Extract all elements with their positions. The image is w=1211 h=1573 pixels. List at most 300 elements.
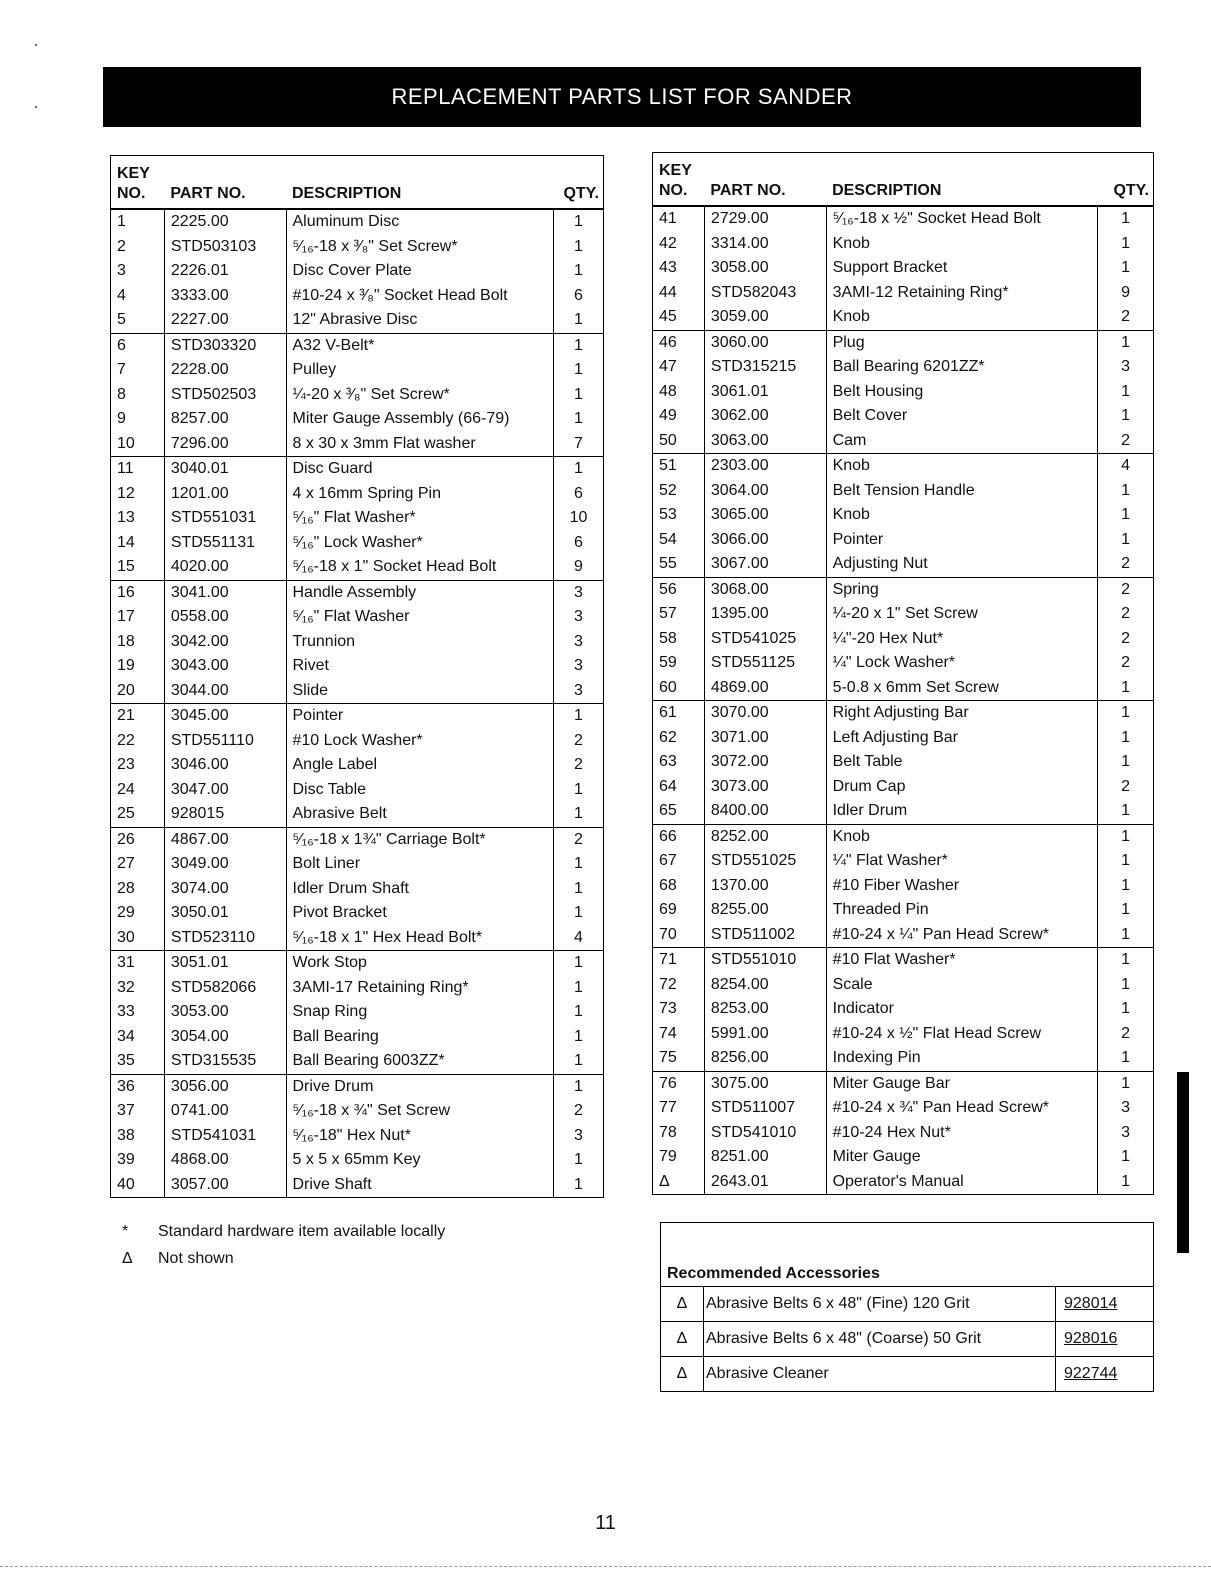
description-cell: 4 x 16mm Spring Pin <box>286 482 554 507</box>
key-no-cell: 22 <box>117 731 135 749</box>
description-cell: Disc Guard <box>286 457 554 482</box>
qty-cell: 1 <box>1098 380 1154 405</box>
description-cell: Bolt Liner <box>286 852 554 877</box>
qty-cell: 1 <box>554 951 604 976</box>
table-row <box>111 308 604 333</box>
table-row <box>653 799 1154 824</box>
key-no-cell: 72 <box>659 975 677 993</box>
table-row <box>111 235 604 260</box>
part-no-cell: STD551125 <box>704 651 826 676</box>
part-no-cell: 8400.00 <box>704 799 826 824</box>
qty-cell: 2 <box>1098 429 1154 454</box>
description-cell: ¼-20 x ³⁄₈" Set Screw* <box>286 383 554 408</box>
qty-cell: 1 <box>1098 256 1154 281</box>
key-no-cell: 1 <box>117 213 126 230</box>
table-row <box>653 330 1154 355</box>
table-row <box>111 284 604 309</box>
part-no-cell: 3058.00 <box>704 256 826 281</box>
qty-cell: 2 <box>554 729 604 754</box>
part-no-cell: 2227.00 <box>164 308 286 333</box>
key-no-header: KEY NO. <box>653 153 705 207</box>
description-cell: ⁵⁄₁₆" Lock Washer* <box>286 531 554 556</box>
recommended-accessories-table <box>660 1222 1154 1392</box>
key-no-cell: 34 <box>117 1027 135 1045</box>
table-row <box>653 898 1154 923</box>
part-no-cell: 2303.00 <box>704 454 826 479</box>
description-cell: Pointer <box>286 704 554 729</box>
key-no-cell: 73 <box>659 1000 677 1017</box>
part-no-cell: 3049.00 <box>164 852 286 877</box>
part-no-cell: 0741.00 <box>164 1099 286 1124</box>
qty-cell: 2 <box>554 753 604 778</box>
qty-cell: 1 <box>554 333 604 358</box>
qty-cell: 3 <box>554 1124 604 1149</box>
qty-cell: 2 <box>1098 775 1154 800</box>
qty-cell: 1 <box>1098 1046 1154 1071</box>
part-no-cell: 3074.00 <box>164 877 286 902</box>
qty-cell: 1 <box>1098 676 1154 701</box>
part-no-cell: 3050.01 <box>164 901 286 926</box>
qty-cell: 6 <box>554 482 604 507</box>
qty-cell: 1 <box>1098 701 1154 726</box>
part-no-cell: 3072.00 <box>704 750 826 775</box>
table-row <box>653 281 1154 306</box>
key-no-cell: 78 <box>659 1123 677 1141</box>
accessories-title: Recommended Accessories <box>667 1265 880 1282</box>
table-row <box>653 355 1154 380</box>
key-no-cell: 19 <box>117 657 135 674</box>
key-no-cell: 28 <box>117 879 135 897</box>
part-no-cell: STD582043 <box>704 281 826 306</box>
table-row <box>653 528 1154 553</box>
part-no-cell: 3054.00 <box>164 1025 286 1050</box>
part-no-cell: 3046.00 <box>164 753 286 778</box>
table-row <box>111 506 604 531</box>
description-cell: ⁵⁄₁₆-18 x ¾" Set Screw <box>286 1099 554 1124</box>
key-no-header: KEY NO. <box>111 156 165 210</box>
table-row <box>111 926 604 951</box>
table-row <box>653 479 1154 504</box>
table-row <box>653 701 1154 726</box>
qty-cell: 1 <box>554 1049 604 1074</box>
qty-cell: 1 <box>1098 1145 1154 1170</box>
key-no-cell: 59 <box>659 654 677 671</box>
description-cell: #10-24 x ³⁄₈" Socket Head Bolt <box>286 284 554 309</box>
key-no-cell: 30 <box>117 928 135 946</box>
table-row <box>111 1099 604 1124</box>
table-row <box>653 206 1154 232</box>
description-cell: Cam <box>826 429 1098 454</box>
description-cell: Miter Gauge Assembly (66-79) <box>286 407 554 432</box>
part-no-cell: 8251.00 <box>704 1145 826 1170</box>
description-cell: Disc Table <box>286 778 554 803</box>
table-row <box>111 1049 604 1074</box>
part-no-cell: 3075.00 <box>704 1071 826 1096</box>
table-row <box>653 1096 1154 1121</box>
part-no-cell: STD315215 <box>704 355 826 380</box>
key-no-cell: 44 <box>659 283 677 301</box>
qty-cell: 1 <box>1098 330 1154 355</box>
key-no-cell: 14 <box>117 533 135 551</box>
qty-cell: 1 <box>1098 874 1154 899</box>
key-no-cell: 4 <box>117 286 126 304</box>
qty-cell: 1 <box>1098 898 1154 923</box>
part-no-cell: 2643.01 <box>704 1170 826 1195</box>
qty-cell: 1 <box>554 1074 604 1099</box>
part-no-cell: STD503103 <box>164 235 286 260</box>
table-row <box>111 209 604 235</box>
part-no-cell: STD315535 <box>164 1049 286 1074</box>
description-header: DESCRIPTION <box>826 153 1098 207</box>
description-cell: Snap Ring <box>286 1000 554 1025</box>
qty-cell: 1 <box>554 457 604 482</box>
part-no-cell: 3059.00 <box>704 305 826 330</box>
part-no-cell: 3043.00 <box>164 654 286 679</box>
key-no-cell: 33 <box>117 1003 135 1020</box>
part-no-cell: 8257.00 <box>164 407 286 432</box>
key-no-cell: 41 <box>659 210 677 227</box>
key-no-cell: 15 <box>117 558 135 575</box>
qty-cell: 1 <box>1098 726 1154 751</box>
table-row <box>653 775 1154 800</box>
qty-cell: 6 <box>554 531 604 556</box>
table-row <box>111 407 604 432</box>
key-no-cell: 56 <box>653 577 705 602</box>
accessory-row <box>661 1357 1154 1392</box>
table-row <box>653 429 1154 454</box>
description-cell: Miter Gauge Bar <box>826 1071 1098 1096</box>
part-no-cell: STD582066 <box>164 976 286 1001</box>
part-no-cell: 3047.00 <box>164 778 286 803</box>
part-no-cell: 2729.00 <box>704 206 826 232</box>
key-no-cell: 45 <box>659 308 677 325</box>
key-no-cell: 69 <box>659 901 677 918</box>
key-no-cell: 49 <box>659 407 677 424</box>
table-row <box>653 1071 1154 1096</box>
qty-cell: 6 <box>554 284 604 309</box>
part-no-cell: 5991.00 <box>704 1022 826 1047</box>
key-no-cell: 71 <box>653 948 705 973</box>
part-no-cell: STD541031 <box>164 1124 286 1149</box>
accessory-row <box>661 1287 1154 1322</box>
part-no-cell: 3314.00 <box>704 232 826 257</box>
table-row <box>111 778 604 803</box>
description-cell: ⁵⁄₁₆-18" Hex Nut* <box>286 1124 554 1149</box>
table-row <box>111 976 604 1001</box>
part-no-cell: 3070.00 <box>704 701 826 726</box>
qty-cell: 1 <box>554 407 604 432</box>
qty-cell: 1 <box>554 778 604 803</box>
key-no-cell: 25 <box>117 805 135 822</box>
table-row <box>653 973 1154 998</box>
table-row <box>653 824 1154 849</box>
description-cell: Drive Drum <box>286 1074 554 1099</box>
not-shown-symbol: Δ <box>661 1322 704 1357</box>
qty-cell: 1 <box>554 1173 604 1198</box>
key-no-cell: 23 <box>117 756 135 773</box>
table-row <box>653 404 1154 429</box>
qty-cell: 4 <box>554 926 604 951</box>
qty-cell: 2 <box>1098 651 1154 676</box>
description-cell: ¼-20 x 1" Set Screw <box>826 602 1098 627</box>
part-no-cell: 3045.00 <box>164 704 286 729</box>
part-no-cell: 1395.00 <box>704 602 826 627</box>
table-row <box>653 676 1154 701</box>
part-no-cell: STD541010 <box>704 1121 826 1146</box>
qty-cell: 1 <box>1098 503 1154 528</box>
qty-cell: 1 <box>554 235 604 260</box>
description-cell: Knob <box>826 305 1098 330</box>
table-row <box>653 602 1154 627</box>
qty-cell: 2 <box>1098 1022 1154 1047</box>
table-row <box>111 531 604 556</box>
key-no-cell: 18 <box>117 632 135 650</box>
key-no-cell: 50 <box>659 431 677 449</box>
part-no-cell: 8253.00 <box>704 997 826 1022</box>
part-no-cell: 3042.00 <box>164 630 286 655</box>
key-no-cell: Δ <box>659 1172 670 1190</box>
key-no-cell: 7 <box>117 361 126 378</box>
part-no-cell: 2228.00 <box>164 358 286 383</box>
qty-cell: 1 <box>1098 824 1154 849</box>
description-cell: Aluminum Disc <box>286 209 554 235</box>
scan-edge-line <box>0 1566 1211 1568</box>
part-no-cell: 3061.01 <box>704 380 826 405</box>
accessory-description: Abrasive Belts 6 x 48" (Coarse) 50 Grit <box>704 1322 1056 1357</box>
qty-cell: 1 <box>1098 404 1154 429</box>
table-row <box>111 1173 604 1198</box>
table-row <box>653 1145 1154 1170</box>
description-cell: ¼" Flat Washer* <box>826 849 1098 874</box>
part-no-cell: 2226.01 <box>164 259 286 284</box>
table-row <box>653 232 1154 257</box>
qty-cell: 1 <box>1098 849 1154 874</box>
table-row <box>653 577 1154 602</box>
table-header-row <box>653 153 1154 207</box>
qty-cell: 3 <box>1098 1096 1154 1121</box>
key-no-cell: 75 <box>659 1049 677 1066</box>
key-no-cell: 38 <box>117 1126 135 1144</box>
description-cell: Drum Cap <box>826 775 1098 800</box>
part-no-cell: 8254.00 <box>704 973 826 998</box>
scan-speck <box>35 44 37 46</box>
part-no-cell: 3071.00 <box>704 726 826 751</box>
key-no-cell: 27 <box>117 855 135 872</box>
part-no-cell: 928015 <box>164 802 286 827</box>
accessory-row <box>661 1322 1154 1357</box>
key-no-cell: 2 <box>117 237 126 255</box>
description-cell: Spring <box>826 577 1098 602</box>
part-no-cell: STD551010 <box>704 948 826 973</box>
table-row <box>111 457 604 482</box>
table-row <box>653 923 1154 948</box>
qty-cell: 2 <box>1098 577 1154 602</box>
footnote-not-shown: Δ Not shown <box>122 1250 234 1267</box>
table-row <box>111 1074 604 1099</box>
table-row <box>111 951 604 976</box>
description-cell: Belt Table <box>826 750 1098 775</box>
key-no-cell: 24 <box>117 780 135 798</box>
description-cell: Knob <box>826 503 1098 528</box>
qty-cell: 1 <box>554 704 604 729</box>
description-cell: Plug <box>826 330 1098 355</box>
table-row <box>111 333 604 358</box>
description-cell: Support Bracket <box>826 256 1098 281</box>
parts-table-left <box>110 155 604 1198</box>
key-no-cell: 51 <box>653 454 705 479</box>
part-no-cell: 3041.00 <box>164 580 286 605</box>
qty-cell: 1 <box>1098 799 1154 824</box>
part-no-header: PART NO. <box>164 156 286 210</box>
description-cell: #10-24 x ¼" Pan Head Screw* <box>826 923 1098 948</box>
description-cell: Disc Cover Plate <box>286 259 554 284</box>
qty-cell: 1 <box>554 852 604 877</box>
qty-cell: 3 <box>554 679 604 704</box>
table-row <box>111 654 604 679</box>
section-tab-marker <box>1177 1072 1189 1253</box>
qty-cell: 9 <box>1098 281 1154 306</box>
part-no-cell: 4868.00 <box>164 1148 286 1173</box>
key-no-cell: 21 <box>111 704 165 729</box>
table-row <box>111 679 604 704</box>
table-row <box>653 948 1154 973</box>
qty-cell: 2 <box>1098 305 1154 330</box>
table-row <box>111 1148 604 1173</box>
table-row <box>111 704 604 729</box>
table-row <box>111 753 604 778</box>
description-cell: 5 x 5 x 65mm Key <box>286 1148 554 1173</box>
description-cell: Rivet <box>286 654 554 679</box>
part-no-cell: 8256.00 <box>704 1046 826 1071</box>
key-no-cell: 52 <box>659 481 677 499</box>
description-cell: 3AMI-12 Retaining Ring* <box>826 281 1098 306</box>
table-row <box>111 877 604 902</box>
key-no-cell: 29 <box>117 904 135 921</box>
table-row <box>111 383 604 408</box>
table-row <box>653 380 1154 405</box>
part-no-cell: STD523110 <box>164 926 286 951</box>
description-cell: 3AMI-17 Retaining Ring* <box>286 976 554 1001</box>
description-cell: Threaded Pin <box>826 898 1098 923</box>
description-cell: Indicator <box>826 997 1098 1022</box>
key-no-cell: 47 <box>659 358 677 375</box>
table-row <box>653 552 1154 577</box>
qty-cell: 1 <box>554 1148 604 1173</box>
description-header: DESCRIPTION <box>286 156 554 210</box>
qty-cell: 1 <box>1098 528 1154 553</box>
qty-header: QTY. <box>1098 153 1154 207</box>
description-cell: Angle Label <box>286 753 554 778</box>
qty-cell: 1 <box>554 308 604 333</box>
part-no-cell: 4867.00 <box>164 827 286 852</box>
table-row <box>111 729 604 754</box>
table-row <box>653 1046 1154 1071</box>
table-row <box>111 1025 604 1050</box>
qty-cell: 1 <box>554 802 604 827</box>
part-no-cell: STD303320 <box>164 333 286 358</box>
table-row <box>111 432 604 457</box>
description-cell: ⁵⁄₁₆" Flat Washer <box>286 605 554 630</box>
description-cell: Belt Cover <box>826 404 1098 429</box>
table-row <box>653 627 1154 652</box>
qty-cell: 3 <box>554 580 604 605</box>
table-row <box>111 852 604 877</box>
table-row <box>653 503 1154 528</box>
key-no-cell: 8 <box>117 385 126 403</box>
table-row <box>111 1000 604 1025</box>
qty-cell: 9 <box>554 555 604 580</box>
key-no-cell: 55 <box>659 555 677 572</box>
table-row <box>653 1121 1154 1146</box>
table-row <box>111 605 604 630</box>
table-row <box>653 726 1154 751</box>
qty-cell: 7 <box>554 432 604 457</box>
key-no-cell: 64 <box>659 777 677 795</box>
qty-cell: 1 <box>1098 948 1154 973</box>
description-cell: 12" Abrasive Disc <box>286 308 554 333</box>
description-cell: ⁵⁄₁₆-18 x 1" Socket Head Bolt <box>286 555 554 580</box>
part-no-cell: STD511007 <box>704 1096 826 1121</box>
description-cell: ⁵⁄₁₆-18 x ½" Socket Head Bolt <box>826 206 1098 232</box>
key-no-cell: 12 <box>117 484 135 502</box>
part-no-cell: 3053.00 <box>164 1000 286 1025</box>
qty-cell: 1 <box>1098 206 1154 232</box>
part-no-cell: 8255.00 <box>704 898 826 923</box>
description-cell: #10-24 Hex Nut* <box>826 1121 1098 1146</box>
qty-cell: 1 <box>1098 1170 1154 1195</box>
accessory-part-no: 928014 <box>1056 1287 1154 1322</box>
part-no-cell: 3068.00 <box>704 577 826 602</box>
table-row <box>111 580 604 605</box>
description-cell: Pointer <box>826 528 1098 553</box>
description-cell: Knob <box>826 454 1098 479</box>
qty-cell: 1 <box>554 1025 604 1050</box>
qty-cell: 3 <box>1098 355 1154 380</box>
part-no-cell: 3063.00 <box>704 429 826 454</box>
table-row <box>653 454 1154 479</box>
accessory-part-no: 928016 <box>1056 1322 1154 1357</box>
key-no-cell: 76 <box>653 1071 705 1096</box>
key-no-cell: 74 <box>659 1024 677 1042</box>
qty-cell: 1 <box>1098 750 1154 775</box>
key-no-cell: 39 <box>117 1151 135 1168</box>
part-no-cell: 1370.00 <box>704 874 826 899</box>
qty-cell: 1 <box>554 209 604 235</box>
part-no-header: PART NO. <box>704 153 826 207</box>
description-cell: #10 Lock Washer* <box>286 729 554 754</box>
description-cell: ⁵⁄₁₆-18 x 1¾" Carriage Bolt* <box>286 827 554 852</box>
part-no-cell: STD511002 <box>704 923 826 948</box>
part-no-cell: 0558.00 <box>164 605 286 630</box>
description-cell: Work Stop <box>286 951 554 976</box>
description-cell: Pivot Bracket <box>286 901 554 926</box>
key-no-cell: 70 <box>659 925 677 943</box>
key-no-cell: 79 <box>659 1148 677 1165</box>
part-no-cell: 2225.00 <box>164 209 286 235</box>
key-no-cell: 42 <box>659 234 677 252</box>
description-cell: Indexing Pin <box>826 1046 1098 1071</box>
key-no-cell: 66 <box>653 824 705 849</box>
part-no-cell: STD551110 <box>164 729 286 754</box>
page-number: 11 <box>595 1512 616 1534</box>
footnotes <box>122 1218 445 1272</box>
description-cell: Belt Tension Handle <box>826 479 1098 504</box>
part-no-cell: STD551031 <box>164 506 286 531</box>
key-no-cell: 16 <box>111 580 165 605</box>
qty-cell: 1 <box>1098 479 1154 504</box>
table-row <box>653 1022 1154 1047</box>
part-no-cell: 1201.00 <box>164 482 286 507</box>
